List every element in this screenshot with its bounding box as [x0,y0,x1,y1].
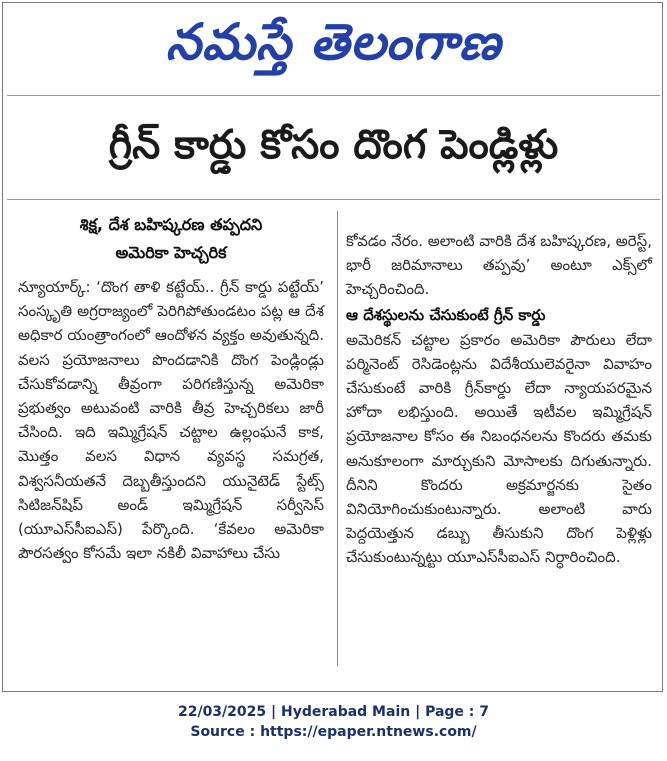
clipping-frame [2,2,663,692]
footer-date-edition: 22/03/2025 | Hyderabad Main | Page : 7 [177,704,490,720]
subheadline-line2: అమెరికా హెచ్చరిక [115,243,227,262]
right-column [346,229,652,570]
right-bold-lead: ఆ దేశస్థులను చేసుకుంటే గ్రీన్ కార్డు [346,305,546,324]
headline-divider [7,199,660,200]
masthead-divider [7,95,660,96]
subheadline-line1: శిక్ష, దేశ బహిష్కరణ తప్పదని [79,215,263,234]
footer-source-link[interactable]: Source : https://epaper.ntnews.com/ [190,724,477,740]
right-body-text-1: కోవడం నేరం. అలాంటి వారికి దేశ బహిష్కరణ, అరెస్ట్, భారీ జరిమానాలు తప్పవు’ అంటూ ఎక్స్‌లో హెచ్చరించింది. [346,232,652,299]
column-divider [337,211,338,666]
newspaper-masthead: నమస్తే తెలంగాణ [165,13,502,71]
right-body-text-2: అమెరికన్ చట్టాల ప్రకారం అమెరికా పౌరులు లేదా పర్మినెంట్ రెసిడెంట్లను విదేశీయులెవరైనా వివాహం చేసుకుంటే వారికి గ్రీన్‌కార్డు లేదా న్యాయపరమైన హోదా లభిస్తుంది. అయితే ఇటీవల ఇమ్మిగ్రేషన్ ప్రయోజనాల కోసం ఈ నిబంధనలను కొందరు తమకు అనుకూలంగా మార్చుకుని మోసాలకు దిగుతున్నారు. దీనిని కొందరు అక్రమార్జనకు సైతం వినియోగించుకుంటున్నారు. అలాంటి వారు పెద్దయెత్తున డబ్బు తీసుకుని దొంగ పెళ్లిళ్లు చేసుకుంటున్నట్టు యూఎస్‌సీఐఎస్ నిర్ధారించింది. [346,330,652,567]
left-body-text: న్యూయార్క్: ‘దొంగ తాళి కట్టేయ్.. గ్రీన్ కార్డు పట్టేయ్’ సంస్కృతి అగ్రరాజ్యంలో పెరిగిపోతుండటం పట్ల ఆ దేశ అధికార యంత్రాంగంలో ఆందోళన వ్యక్తం అవుతున్నది. వలస ప్రయోజనాలు పొందడానికి దొంగ పెండ్లిండ్లు చేసుకోవడాన్ని తీవ్రంగా పరిగణిస్తున్న అమెరికా ప్రభుత్వం అటువంటి వారికి తీవ్ర హెచ్చరికలు జారీ చేసింది. ఇది ఇమ్మిగ్రేషన్ చట్టాల ఉల్లంఘనే కాక, మొత్తం వలస విధాన వ్యవస్థ సమగ్రత, విశ్వసనీయతనే దెబ్బతీస్తుందని యునైటెడ్ స్టేట్స్ సిటిజన్‌షిప్ అండ్ ఇమ్మిగ్రేషన్ సర్వీసెస్ (యూఎస్‌సీఐఎస్) పేర్కొంది. ‘కేవలం అమెరికా పౌరసత్వం కోసమే ఇలా నకిలీ వివాహాలు చేసు [18,278,324,563]
article-headline: గ్రీన్ కార్డు కోసం దొంగ పెండ్లిళ్లు [108,122,559,168]
left-column [18,211,324,565]
